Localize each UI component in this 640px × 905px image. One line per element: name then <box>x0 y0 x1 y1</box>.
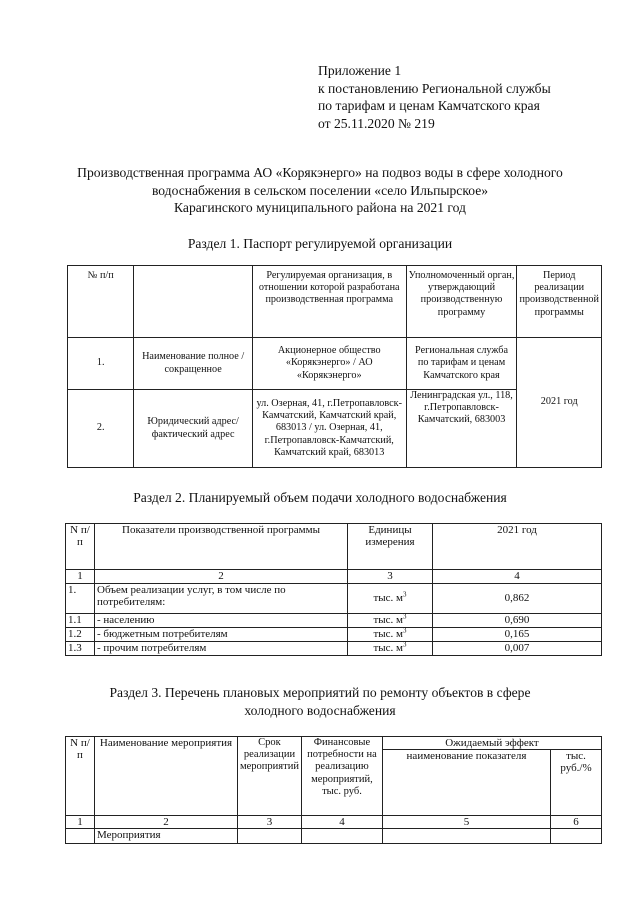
appendix-block <box>318 62 551 132</box>
col-number: 2 <box>95 816 238 829</box>
row-num: 1.3 <box>66 642 95 656</box>
col-number: 3 <box>348 570 433 584</box>
row-unit: тыс. $м^3$ <box>348 628 433 642</box>
header-num: N п/п <box>66 524 95 570</box>
col-number: 4 <box>301 816 382 829</box>
section3-title <box>0 684 640 719</box>
table-row <box>68 338 602 390</box>
document-title <box>10 164 630 217</box>
row-org: Акционерное общество «Корякэнерго» / АО «Корякэнерго» <box>252 338 406 390</box>
row-name: - бюджетным потребителям <box>95 628 348 642</box>
appendix-line: Приложение 1 <box>318 63 402 78</box>
appendix-line: к постановлению Региональной службы <box>318 80 551 96</box>
col-number: 2 <box>95 570 348 584</box>
passport-table <box>67 265 602 468</box>
title-line: Производственная программа АО «Корякэнерго» на подвоз воды в сфере холодного <box>77 165 563 180</box>
header-label-empty <box>134 266 253 338</box>
row-name: Мероприятия <box>95 829 238 844</box>
header-body: Уполномоченный орган, утверждающий производственную программу <box>406 266 517 338</box>
header-effect: Ожидаемый эффект <box>382 737 601 750</box>
table-row <box>66 628 602 642</box>
row-label: Наименование полное / сокращенное <box>134 338 253 390</box>
col-number: 1 <box>66 570 95 584</box>
table-row <box>66 584 602 614</box>
col-number: 1 <box>66 816 95 829</box>
section3-title-line: Раздел 3. Перечень плановых мероприятий по ремонту объектов в сфере <box>109 685 531 700</box>
row-value: 0,862 <box>433 584 602 614</box>
section1-title: Раздел 1. Паспорт регулируемой организации <box>187 236 453 251</box>
header-name: Наименование мероприятия <box>95 737 238 816</box>
row-num: 1. <box>68 338 134 390</box>
header-rub: тыс. руб./% <box>551 750 602 816</box>
volume-table <box>65 523 602 656</box>
appendix-line: по тарифам и ценам Камчатского края <box>318 98 540 113</box>
row-cell-empty <box>382 829 550 844</box>
row-cell-empty <box>551 829 602 844</box>
header-unit: Единицы измерения <box>348 524 433 570</box>
row-cell-empty <box>301 829 382 844</box>
header-term: Срок реализации мероприятий <box>238 737 302 816</box>
row-value: 0,007 <box>433 642 602 656</box>
row-value: 0,690 <box>433 614 602 628</box>
header-period: Период реализации производственной программы <box>517 266 602 338</box>
measures-table <box>65 736 602 844</box>
row-org: ул. Озерная, 41, г.Петропавловск-Камчатский, Камчатский край, 683013 / ул. Озерная, 41, г.Петропавловск-Камчатский, Камчатский край, 683013 <box>252 390 406 468</box>
header-finance: Финансовые потребности на реализацию мероприятий, тыс. руб. <box>301 737 382 816</box>
table-row <box>66 642 602 656</box>
header-num: N п/п <box>66 737 95 816</box>
row-num: 1. <box>66 584 95 614</box>
title-line: Карагинского муниципального района на 2021 год <box>174 200 466 215</box>
header-indicator: Показатели производственной программы <box>95 524 348 570</box>
col-number: 6 <box>551 816 602 829</box>
table-row <box>66 829 602 844</box>
title-line: водоснабжения в сельском поселении «село Ильпырское» <box>151 182 489 198</box>
row-unit: тыс. $м^3$ <box>348 614 433 628</box>
row-unit: тыс. $м^3$ <box>348 642 433 656</box>
row-value: 0,165 <box>433 628 602 642</box>
row-num: 1.2 <box>66 628 95 642</box>
row-name: - населению <box>95 614 348 628</box>
row-unit: тыс. $м^3$ <box>348 584 433 614</box>
row-body: Ленинградская ул., 118, г.Петропавловск-Камчатский, 683003 <box>406 390 517 468</box>
row-num: 1.1 <box>66 614 95 628</box>
row-label: Юридический адрес/фактический адрес <box>134 390 253 468</box>
row-num-empty <box>66 829 95 844</box>
section2-title: Раздел 2. Планируемый объем подачи холодного водоснабжения <box>133 490 507 505</box>
section3-title-line: холодного водоснабжения <box>244 702 396 718</box>
col-number: 5 <box>382 816 550 829</box>
row-name: - прочим потребителям <box>95 642 348 656</box>
period-value: 2021 год <box>517 338 602 468</box>
appendix-line: от 25.11.2020 № 219 <box>318 115 435 131</box>
header-org: Регулируемая организация, в отношении которой разработана производственная программа <box>252 266 406 338</box>
header-num: № п/п <box>68 266 134 338</box>
row-num: 2. <box>68 390 134 468</box>
row-name: Объем реализации услуг, в том числе по потребителям: <box>95 584 348 614</box>
col-number: 4 <box>433 570 602 584</box>
table-row <box>66 614 602 628</box>
header-indicator: наименование показателя <box>382 750 550 816</box>
col-number: 3 <box>238 816 302 829</box>
row-body: Региональная служба по тарифам и ценам Камчатского края <box>406 338 517 390</box>
row-cell-empty <box>238 829 302 844</box>
header-year: 2021 год <box>433 524 602 570</box>
